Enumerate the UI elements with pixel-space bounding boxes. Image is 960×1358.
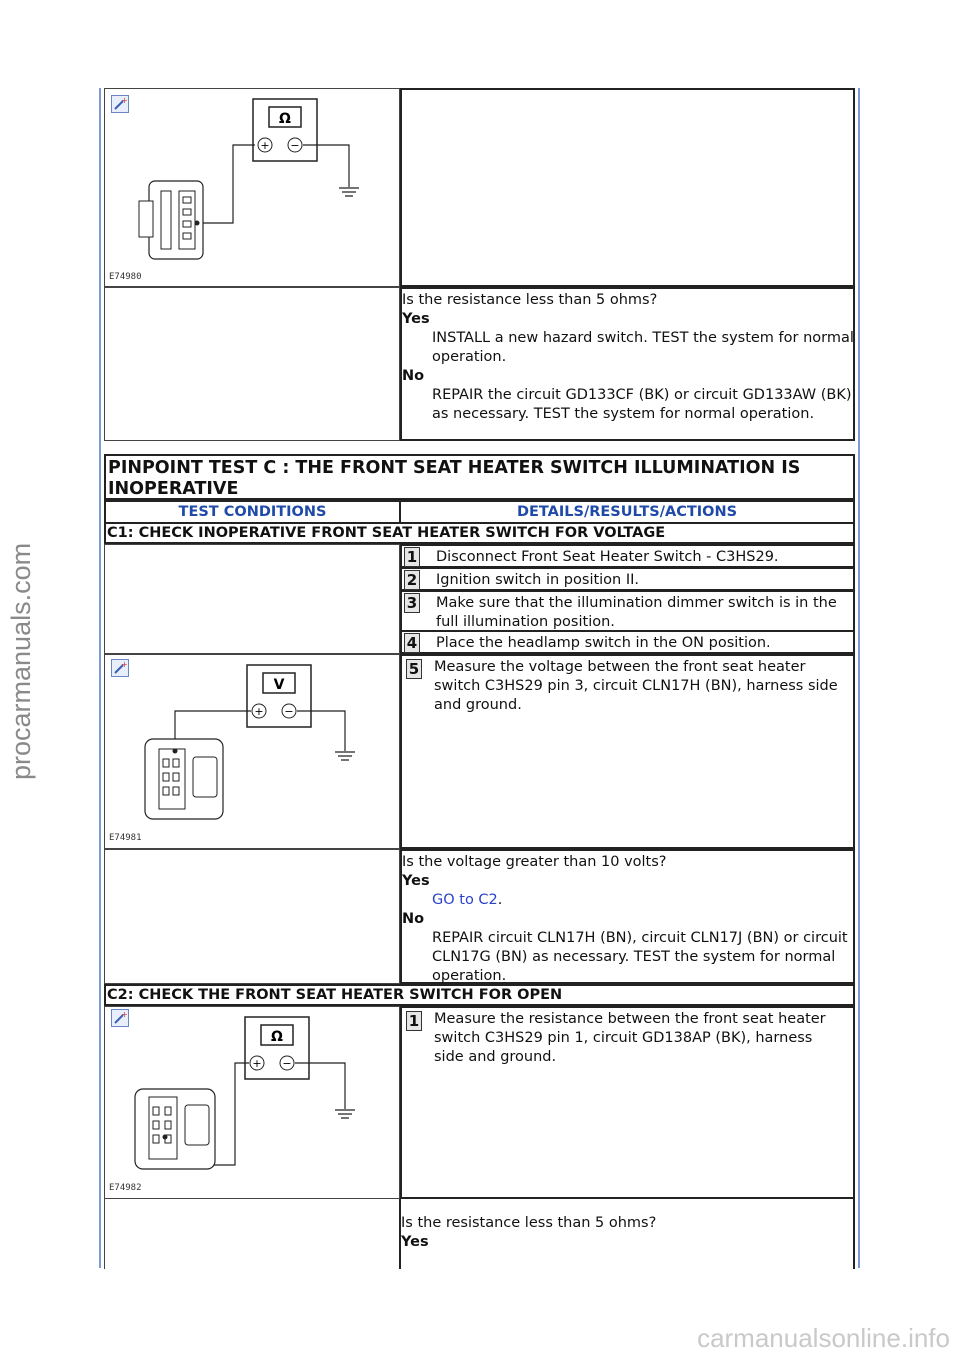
connector-drawing: [139, 181, 203, 259]
step-text: Disconnect Front Seat Heater Switch - C3HS29.: [436, 549, 779, 565]
c1-title-box: [104, 522, 855, 544]
figure-id: E74980: [109, 272, 142, 282]
step-number: 4: [404, 633, 420, 653]
svg-text:+: +: [260, 139, 270, 152]
c2-step-1-cell: [400, 1006, 855, 1199]
c1-no-label: No: [402, 911, 425, 927]
c1-conditions-cell: [104, 544, 400, 654]
step-text: Measure the voltage between the front seat heater switch C3HS29 pin 3, circuit CLN17H (BN), harness side and ground.: [434, 659, 838, 713]
c1-no-text: REPAIR circuit CLN17H (BN), circuit CLN17J (BN) or circuit CLN17G (BN) as necessary. TEST the system for normal operation.: [432, 930, 848, 984]
ohmmeter-diagram: [135, 95, 395, 280]
pinpoint-title-box: [104, 454, 855, 500]
step-text: Place the headlamp switch in the ON position.: [436, 635, 771, 651]
c1-step-3: [400, 590, 855, 632]
c2-title-box: [104, 984, 855, 1006]
svg-text:−: −: [284, 705, 294, 718]
c2-question: Is the resistance less than 5 ohms?: [401, 1215, 657, 1231]
prev-no-label: No: [402, 368, 425, 384]
col-details-label: DETAILS/RESULTS/ACTIONS: [516, 504, 738, 520]
step-number: 1: [404, 547, 420, 567]
step-number: 2: [404, 570, 420, 590]
svg-text:+: +: [254, 705, 264, 718]
meter-symbol: V: [273, 677, 285, 693]
svg-text:+: +: [121, 1010, 128, 1019]
pinpoint-title: PINPOINT TEST C : THE FRONT SEAT HEATER SWITCH ILLUMINATION IS INOPERATIVE: [108, 458, 801, 499]
c1-yes-label: Yes: [402, 873, 430, 889]
voltmeter-diagram: [135, 661, 395, 841]
c1-result-cell: [400, 849, 855, 984]
c1-step-1: [400, 544, 855, 568]
figure-id: E74981: [109, 833, 142, 843]
figure-cell-2: [104, 654, 400, 849]
svg-text:−: −: [290, 139, 300, 152]
right-margin-line: [858, 88, 860, 1268]
connector-drawing: [145, 739, 223, 819]
expand-figure-icon[interactable]: [111, 659, 129, 677]
connector-drawing: [135, 1089, 215, 1169]
svg-text:+: +: [252, 1057, 262, 1070]
prev-yes-label: Yes: [402, 311, 430, 327]
c2-yes-label: Yes: [401, 1234, 429, 1250]
figure-details-cell-1: [400, 88, 855, 287]
prev-result-cell: [400, 287, 855, 441]
step-text: Make sure that the illumination dimmer switch is in the full illumination position.: [436, 595, 837, 630]
bottom-watermark: carmanualsonline.info: [697, 1323, 950, 1353]
step-number: 1: [406, 1011, 422, 1031]
figure-id: E74982: [109, 1183, 142, 1193]
c1-result-conditions: [104, 849, 400, 984]
expand-figure-icon[interactable]: [111, 95, 129, 113]
header-details: [399, 500, 855, 524]
svg-text:−: −: [282, 1057, 292, 1070]
empty-conditions-cell: [104, 287, 400, 441]
meter-symbol: Ω: [279, 111, 291, 127]
prev-yes-text: INSTALL a new hazard switch. TEST the system for normal operation.: [432, 330, 854, 365]
col-conditions-label: TEST CONDITIONS: [178, 504, 327, 520]
c1-step-2: [400, 567, 855, 591]
ohmmeter-diagram-2: [125, 1013, 395, 1193]
step-text: Measure the resistance between the front seat heater switch C3HS29 pin 1, circuit GD138AP (BK), harness side and ground.: [434, 1011, 826, 1065]
svg-text:+: +: [121, 96, 128, 105]
figure-cell-1: [104, 88, 400, 287]
header-conditions: [104, 500, 401, 524]
c1-step-5-cell: [400, 654, 855, 849]
step-number: 5: [406, 659, 422, 679]
prev-question: Is the resistance less than 5 ohms?: [402, 292, 658, 308]
svg-text:+: +: [121, 660, 128, 669]
c2-result-left-border: [104, 1199, 105, 1269]
go-to-c2-link[interactable]: GO to C2: [432, 892, 498, 908]
figure-cell-3: [104, 1006, 400, 1199]
c2-title: C2: CHECK THE FRONT SEAT HEATER SWITCH FOR OPEN: [107, 987, 563, 1003]
c1-yes-suffix: .: [497, 892, 503, 908]
c2-result: [401, 1214, 851, 1252]
prev-no-text: REPAIR the circuit GD133CF (BK) or circuit GD133AW (BK) as necessary. TEST the system for normal operation.: [432, 387, 852, 422]
c1-question: Is the voltage greater than 10 volts?: [402, 854, 667, 870]
step-text: Ignition switch in position II.: [436, 572, 640, 588]
c1-step-4: [400, 630, 855, 654]
left-margin-line: [99, 88, 101, 1268]
c1-title: C1: CHECK INOPERATIVE FRONT SEAT HEATER SWITCH FOR VOLTAGE: [107, 525, 666, 541]
meter-symbol: Ω: [271, 1029, 283, 1045]
step-number: 3: [404, 593, 420, 613]
c2-result-right-border: [853, 1199, 855, 1269]
side-watermark: procarmanuals.com: [6, 542, 36, 780]
